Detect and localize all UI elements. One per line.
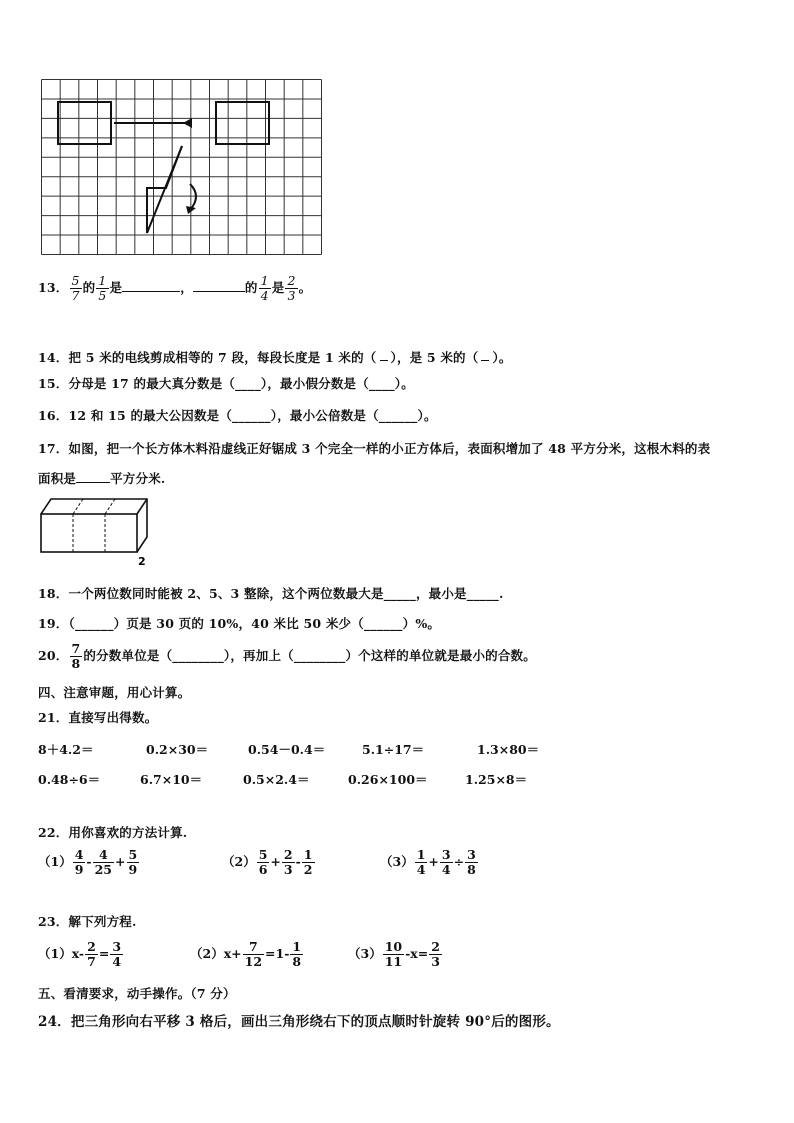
answer-blank[interactable] bbox=[76, 470, 110, 483]
calc-item: 6.7×10＝ bbox=[140, 772, 203, 787]
calc-item: 1.25×8＝ bbox=[465, 772, 528, 787]
equation-3: （3） $\frac{10}{11}$ -x= $\frac{2}{3}$ bbox=[348, 939, 440, 969]
dimension-label: 2 bbox=[138, 555, 146, 566]
grid-figure bbox=[40, 78, 326, 258]
cuboid-figure bbox=[38, 494, 156, 566]
fraction: $\frac{1}{5}$ bbox=[98, 273, 107, 303]
calc-item: 0.26×100＝ bbox=[348, 772, 428, 787]
equation-1: （1）x- $\frac{2}{7}$ = $\frac{3}{4}$ bbox=[38, 939, 122, 969]
answer-blank[interactable] bbox=[377, 360, 391, 362]
calc-item: 8＋4.2＝ bbox=[38, 742, 94, 757]
calc-item: 5.1÷17＝ bbox=[362, 742, 425, 757]
fraction: $\frac{7}{8}$ bbox=[71, 641, 81, 671]
calc-item: 1.3×80＝ bbox=[477, 742, 540, 757]
fraction: $\frac{5}{7}$ bbox=[71, 273, 80, 303]
fraction: $\frac{2}{3}$ bbox=[287, 273, 296, 303]
question-17-line1: 17．如图，把一个长方体木料沿虚线正好锯成 3 个完全一样的小正方体后，表面积增加了 48 平方分米，这根木料的表 bbox=[38, 441, 711, 456]
question-19: 19．（______）页是 30 页的 10%，40 米比 50 米少（______）%。 bbox=[38, 616, 441, 631]
answer-blank[interactable] bbox=[193, 279, 245, 292]
section-5-heading: 五、看清要求，动手操作。（7 分） bbox=[38, 986, 236, 1001]
question-24: 24．把三角形向右平移 3 格后，画出三角形绕右下的顶点顺时针旋转 90°后的图形。 bbox=[38, 1014, 560, 1030]
question-21-title: 21．直接写出得数。 bbox=[38, 710, 158, 725]
calc-item: 0.54－0.4＝ bbox=[248, 742, 326, 757]
expression-2: （2） $\frac{5}{6}$ + $\frac{2}{3}$ - $\frac{1}{2}$ bbox=[222, 847, 313, 877]
question-17-line2: 面积是 平方分米. bbox=[38, 471, 166, 486]
expression-1: （1） $\frac{4}{9}$ - $\frac{4}{25}$ + $\frac{5}{9}$ bbox=[38, 847, 138, 877]
question-18: 18．一个两位数同时能被 2、5、3 整除，这个两位数最大是_____，最小是_____. bbox=[38, 586, 504, 601]
equation-2: （2）x+ $\frac{7}{12}$ =1- $\frac{1}{8}$ bbox=[190, 939, 302, 969]
question-14: 14．把 5 米的电线剪成相等的 7 段，每段长度是 1 米的（ ），是 5 米的（ ）。 bbox=[38, 350, 512, 365]
calc-item: 0.2×30＝ bbox=[146, 742, 209, 757]
question-16: 16．12 和 15 的最大公因数是（______），最小公倍数是（______）。 bbox=[38, 408, 437, 423]
question-20: 20． $\frac{7}{8}$ 的分数单位是（________），再加上（________）个这样的单位就是最小的合数。 bbox=[38, 641, 536, 671]
calc-item: 0.48÷6＝ bbox=[38, 772, 101, 787]
answer-blank[interactable] bbox=[478, 360, 492, 362]
expression-3: （3） $\frac{1}{4}$ + $\frac{3}{4}$ ÷ $\frac{3}{8}$ bbox=[380, 847, 476, 877]
question-23-title: 23．解下列方程. bbox=[38, 914, 137, 929]
arrow-head bbox=[183, 118, 192, 128]
section-4-heading: 四、注意审题，用心计算。 bbox=[38, 685, 191, 700]
question-15: 15．分母是 17 的最大真分数是（____），最小假分数是（____）。 bbox=[38, 376, 414, 391]
question-13: 13． $\frac{5}{7}$ 的 $\frac{1}{5}$ 是 ， 的 $\frac{1}{4}$ 是 $\frac{2}{3}$ 。 bbox=[38, 273, 312, 303]
question-22-title: 22．用你喜欢的方法计算. bbox=[38, 825, 188, 840]
fraction: $\frac{1}{4}$ bbox=[260, 273, 269, 303]
answer-blank[interactable] bbox=[122, 279, 180, 292]
calc-item: 0.5×2.4＝ bbox=[243, 772, 310, 787]
